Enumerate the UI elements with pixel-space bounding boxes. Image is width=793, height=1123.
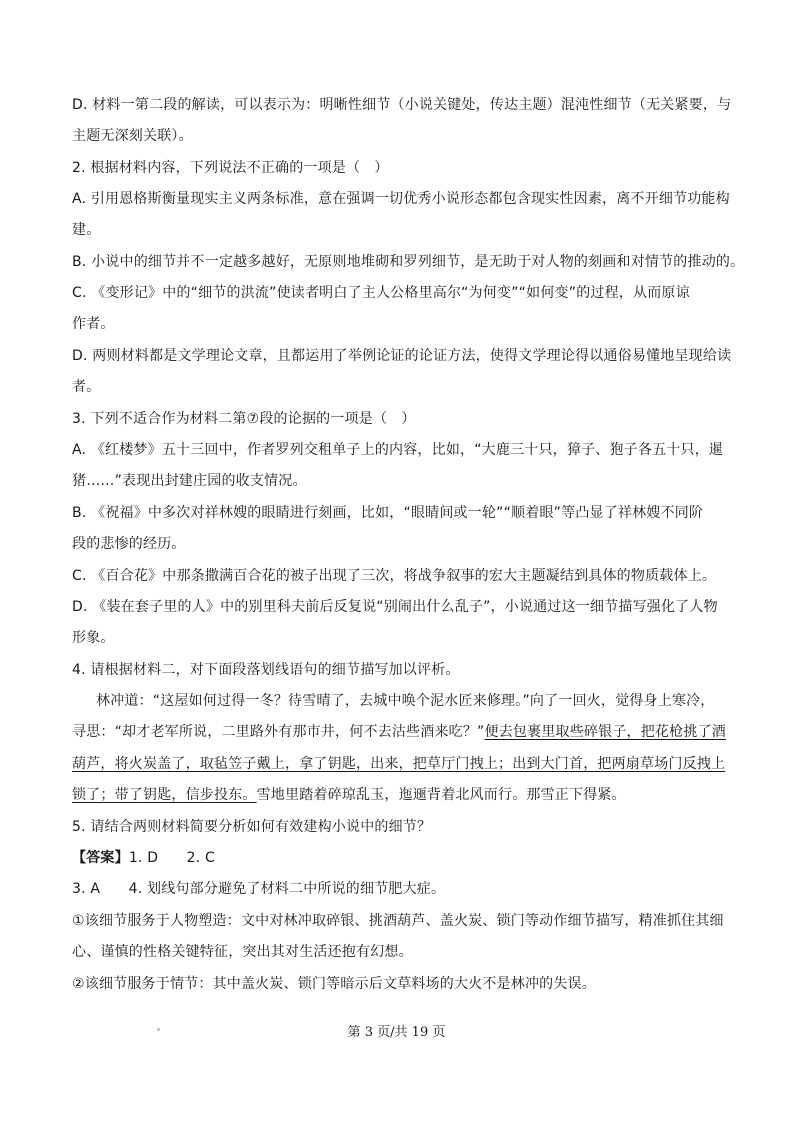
answer-line-4: 心、谨慎的性格关键特征，突出其对生活还抱有幻想。 bbox=[72, 944, 413, 960]
page-footer: 第 3 页/共 19 页 bbox=[347, 1025, 446, 1040]
q3-option-c: C. 《百合花》中那条撒满百合花的被子出现了三次，将战争叙事的宏大主题凝结到具体的物质载体上。 bbox=[72, 568, 717, 584]
passage-line-4-plain: 雪地里踏着碎琼乱玉，迤逦背着北风而行。那雪正下得紧。 bbox=[256, 787, 626, 803]
passage-line-2-underlined: 便去包裹里取些碎银子，把花枪挑了酒 bbox=[484, 724, 726, 740]
option-d-line-1: D. 材料一第二段的解读，可以表示为：明晰性细节（小说关键处，传达主题）混沌性细节（无关紧要，与 bbox=[72, 97, 732, 113]
passage-line-4-underlined: 锁了；带了钥匙，信步投东。 bbox=[72, 787, 257, 803]
option-d-line-2: 主题无深刻关联）。 bbox=[72, 128, 193, 144]
answer-line-1 bbox=[72, 848, 732, 868]
answer-q1-q2: 1. D 2. C bbox=[128, 850, 215, 866]
q2-option-d-line-1: D. 两则材料都是文学理论文章，且都运用了举例论证的论证方法，使得文学理论得以通俗易懂地呈现给读 bbox=[72, 348, 732, 364]
passage-line-2-plain: 寻思：“却才老军所说，二里路外有那市井，何不去沽些酒来吃？” bbox=[72, 724, 485, 740]
q3-option-d-line-2: 形象。 bbox=[72, 630, 115, 646]
q3-option-b-line-1: B. 《祝福》中多次对祥林嫂的眼睛进行刻画，比如，“眼睛间或一轮”“顺着眼”等凸显了祥林嫂不同阶 bbox=[72, 505, 704, 521]
passage-line-1: 林冲道：“这屋如何过得一冬？待雪晴了，去城中唤个泥水匠来修理。”向了一回火，觉得身上寒冷， bbox=[96, 693, 715, 709]
q3-option-d-line-1: D. 《装在套子里的人》中的别里科夫前后反复说“别闹出什么乱子”，小说通过这一细节描写强化了人物 bbox=[72, 599, 718, 615]
question-5-stem: 5. 请结合两则材料简要分析如何有效建构小说中的细节？ bbox=[72, 819, 432, 835]
passage-line-4 bbox=[72, 785, 732, 805]
q2-option-c-line-1: C. 《变形记》中的“细节的洪流”使读者明白了主人公格里高尔“为何变”“如何变”的过程，从而原谅 bbox=[72, 285, 690, 301]
passage-line-3-underlined: 葫芦，将火炭盖了，取毡笠子戴上，拿了钥匙，出来，把草厅门拽上；出到大门首，把两扇草场门反拽上 bbox=[72, 756, 726, 772]
question-4-stem: 4. 请根据材料二，对下面段落划线语句的细节描写加以评析。 bbox=[72, 662, 460, 678]
q2-option-d-line-2: 者。 bbox=[72, 379, 101, 395]
q3-option-a-line-2: 猪……”表现出封建庄园的收支情况。 bbox=[72, 473, 307, 489]
answer-line-2: 3. A 4. 划线句部分避免了材料二中所说的细节肥大症。 bbox=[72, 881, 446, 897]
answer-line-5: ②该细节服务于情节：其中盖火炭、锁门等暗示后文草料场的大火不是林冲的失误。 bbox=[72, 976, 596, 992]
question-3-stem: 3. 下列不适合作为材料二第⑦段的论据的一项是（ ） bbox=[72, 411, 416, 427]
answer-line-3: ①该细节服务于人物塑造：文中对林冲取碎银、挑酒葫芦、盖火炭、锁门等动作细节描写，精准抓住其细 bbox=[72, 913, 724, 929]
passage-line-2 bbox=[72, 722, 732, 742]
q3-option-a-line-1: A. 《红楼梦》五十三回中，作者罗列交租单子上的内容，比如，“大鹿三十只，獐子、狍子各五十只，暹 bbox=[72, 442, 724, 458]
q2-option-a-line-2: 建。 bbox=[72, 222, 101, 238]
q2-option-c-line-2: 作者。 bbox=[72, 316, 115, 332]
q2-option-a-line-1: A. 引用恩格斯衡量现实主义两条标准，意在强调一切优秀小说形态都包含现实性因素，离不开细节功能构 bbox=[72, 191, 730, 207]
question-2-stem: 2. 根据材料内容，下列说法不正确的一项是（ ） bbox=[72, 160, 389, 176]
q3-option-b-line-2: 段的悲惨的经历。 bbox=[72, 536, 186, 552]
q2-option-b: B. 小说中的细节并不一定越多越好，无原则地堆砌和罗列细节，是无助于对人物的刻画和对情节的推动的。 bbox=[72, 254, 745, 270]
answer-tag: 【答案】 bbox=[72, 850, 129, 866]
